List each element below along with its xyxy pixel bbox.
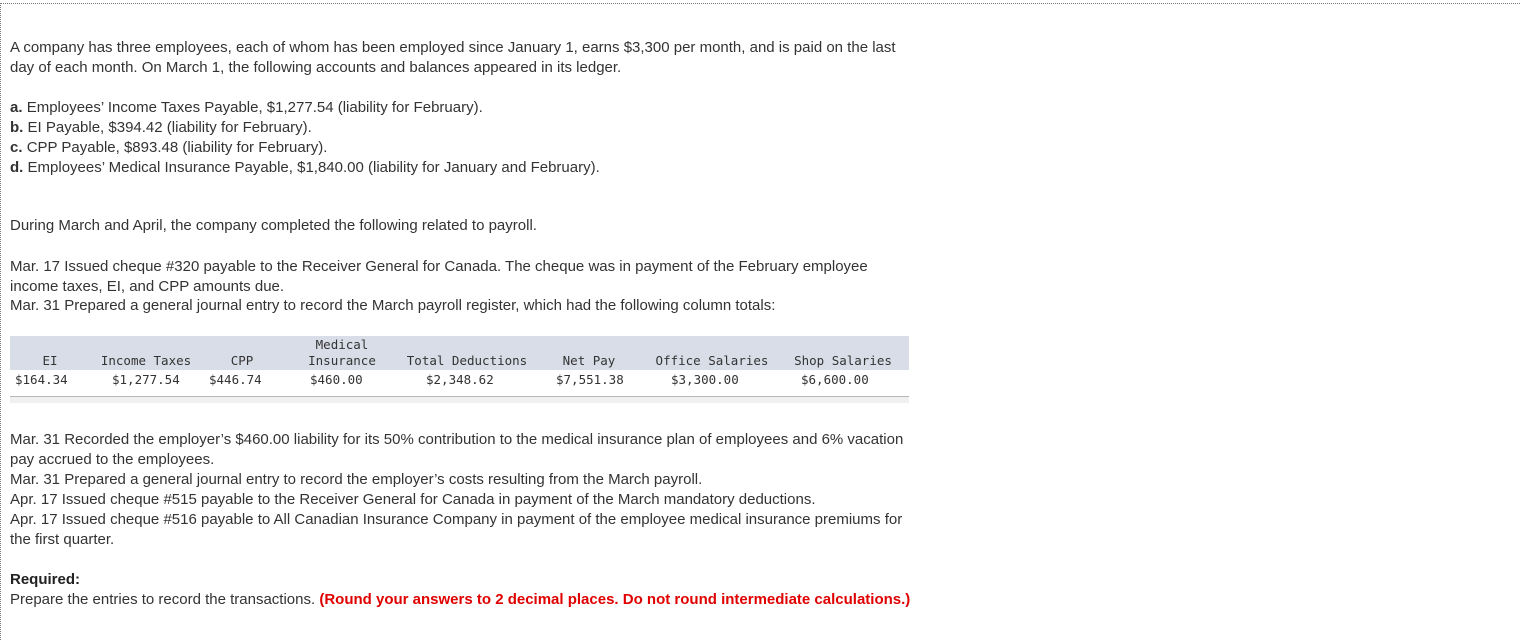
header-income-taxes: Income Taxes <box>100 353 192 368</box>
value-net-pay: $7,551.38 <box>556 372 624 387</box>
account-text: Employees’ Income Taxes Payable, $1,277.54 (liability for February). <box>26 99 483 116</box>
account-label: b. <box>10 119 24 136</box>
account-text: CPP Payable, $893.48 (liability for February). <box>26 139 328 156</box>
rounding-note: (Round your answers to 2 decimal places. Do not round intermediate calculations.) <box>319 591 911 608</box>
header-total-deductions: Total Deductions <box>406 353 528 368</box>
header-office-salaries: Office Salaries <box>655 353 769 368</box>
required-text: Prepare the entries to record the transactions. <box>10 591 320 608</box>
account-label: a. <box>10 99 23 116</box>
header-ei: EI <box>42 353 58 368</box>
account-text: EI Payable, $394.42 (liability for February). <box>27 119 312 136</box>
account-label: c. <box>10 139 23 156</box>
account-item-d <box>10 158 600 178</box>
account-item-a <box>10 98 483 118</box>
value-cpp: $446.74 <box>209 372 262 387</box>
value-ei: $164.34 <box>15 372 68 387</box>
value-medical: $460.00 <box>310 372 363 387</box>
header-medical-1: Medical <box>315 337 369 352</box>
header-cpp: CPP <box>230 353 254 368</box>
required-label: Required: <box>10 571 81 588</box>
value-shop-salaries: $6,600.00 <box>801 372 869 387</box>
header-shop-salaries: Shop Salaries <box>794 353 892 368</box>
later-line-5: Apr. 17 Issued cheque #516 payable to All Canadian Insurance Company in payment of the employee medical insurance premiums for <box>10 511 903 528</box>
during-text: During March and April, the company completed the following related to payroll. <box>10 217 537 234</box>
intro-line-1: A company has three employees, each of whom has been employed since January 1, earns $3,300 per month, and is paid on the last <box>10 39 896 56</box>
value-total-deductions: $2,348.62 <box>426 372 494 387</box>
header-net-pay: Net Pay <box>562 353 616 368</box>
intro-line-2: day of each month. On March 1, the following accounts and balances appeared in its ledger. <box>10 59 622 76</box>
table-scrollbar[interactable] <box>10 396 909 403</box>
payroll-totals-table <box>10 336 909 402</box>
value-income-taxes: $1,277.54 <box>112 372 180 387</box>
later-line-4: Apr. 17 Issued cheque #515 payable to the Receiver General for Canada in payment of the March mandatory deductions. <box>10 491 816 508</box>
later-line-1: Mar. 31 Recorded the employer’s $460.00 liability for its 50% contribution to the medical insurance plan of employees and 6% vacation <box>10 431 904 448</box>
required-instruction <box>10 590 910 610</box>
account-label: d. <box>10 159 24 176</box>
later-line-2: pay accrued to the employees. <box>10 451 215 468</box>
value-office-salaries: $3,300.00 <box>671 372 739 387</box>
later-line-6: the first quarter. <box>10 531 115 548</box>
mar31-payroll-text: Mar. 31 Prepared a general journal entry to record the March payroll register, which had the following column totals: <box>10 297 776 314</box>
account-text: Employees’ Medical Insurance Payable, $1,840.00 (liability for January and February). <box>27 159 600 176</box>
header-medical-2: Insurance <box>308 353 376 368</box>
mar17-line-2: income taxes, EI, and CPP amounts due. <box>10 278 285 295</box>
account-item-c <box>10 138 327 158</box>
account-item-b <box>10 118 312 138</box>
mar17-line-1: Mar. 17 Issued cheque #320 payable to the Receiver General for Canada. The cheque was in payment of the February employee <box>10 258 868 275</box>
later-line-3: Mar. 31 Prepared a general journal entry to record the employer’s costs resulting from the March payroll. <box>10 471 703 488</box>
